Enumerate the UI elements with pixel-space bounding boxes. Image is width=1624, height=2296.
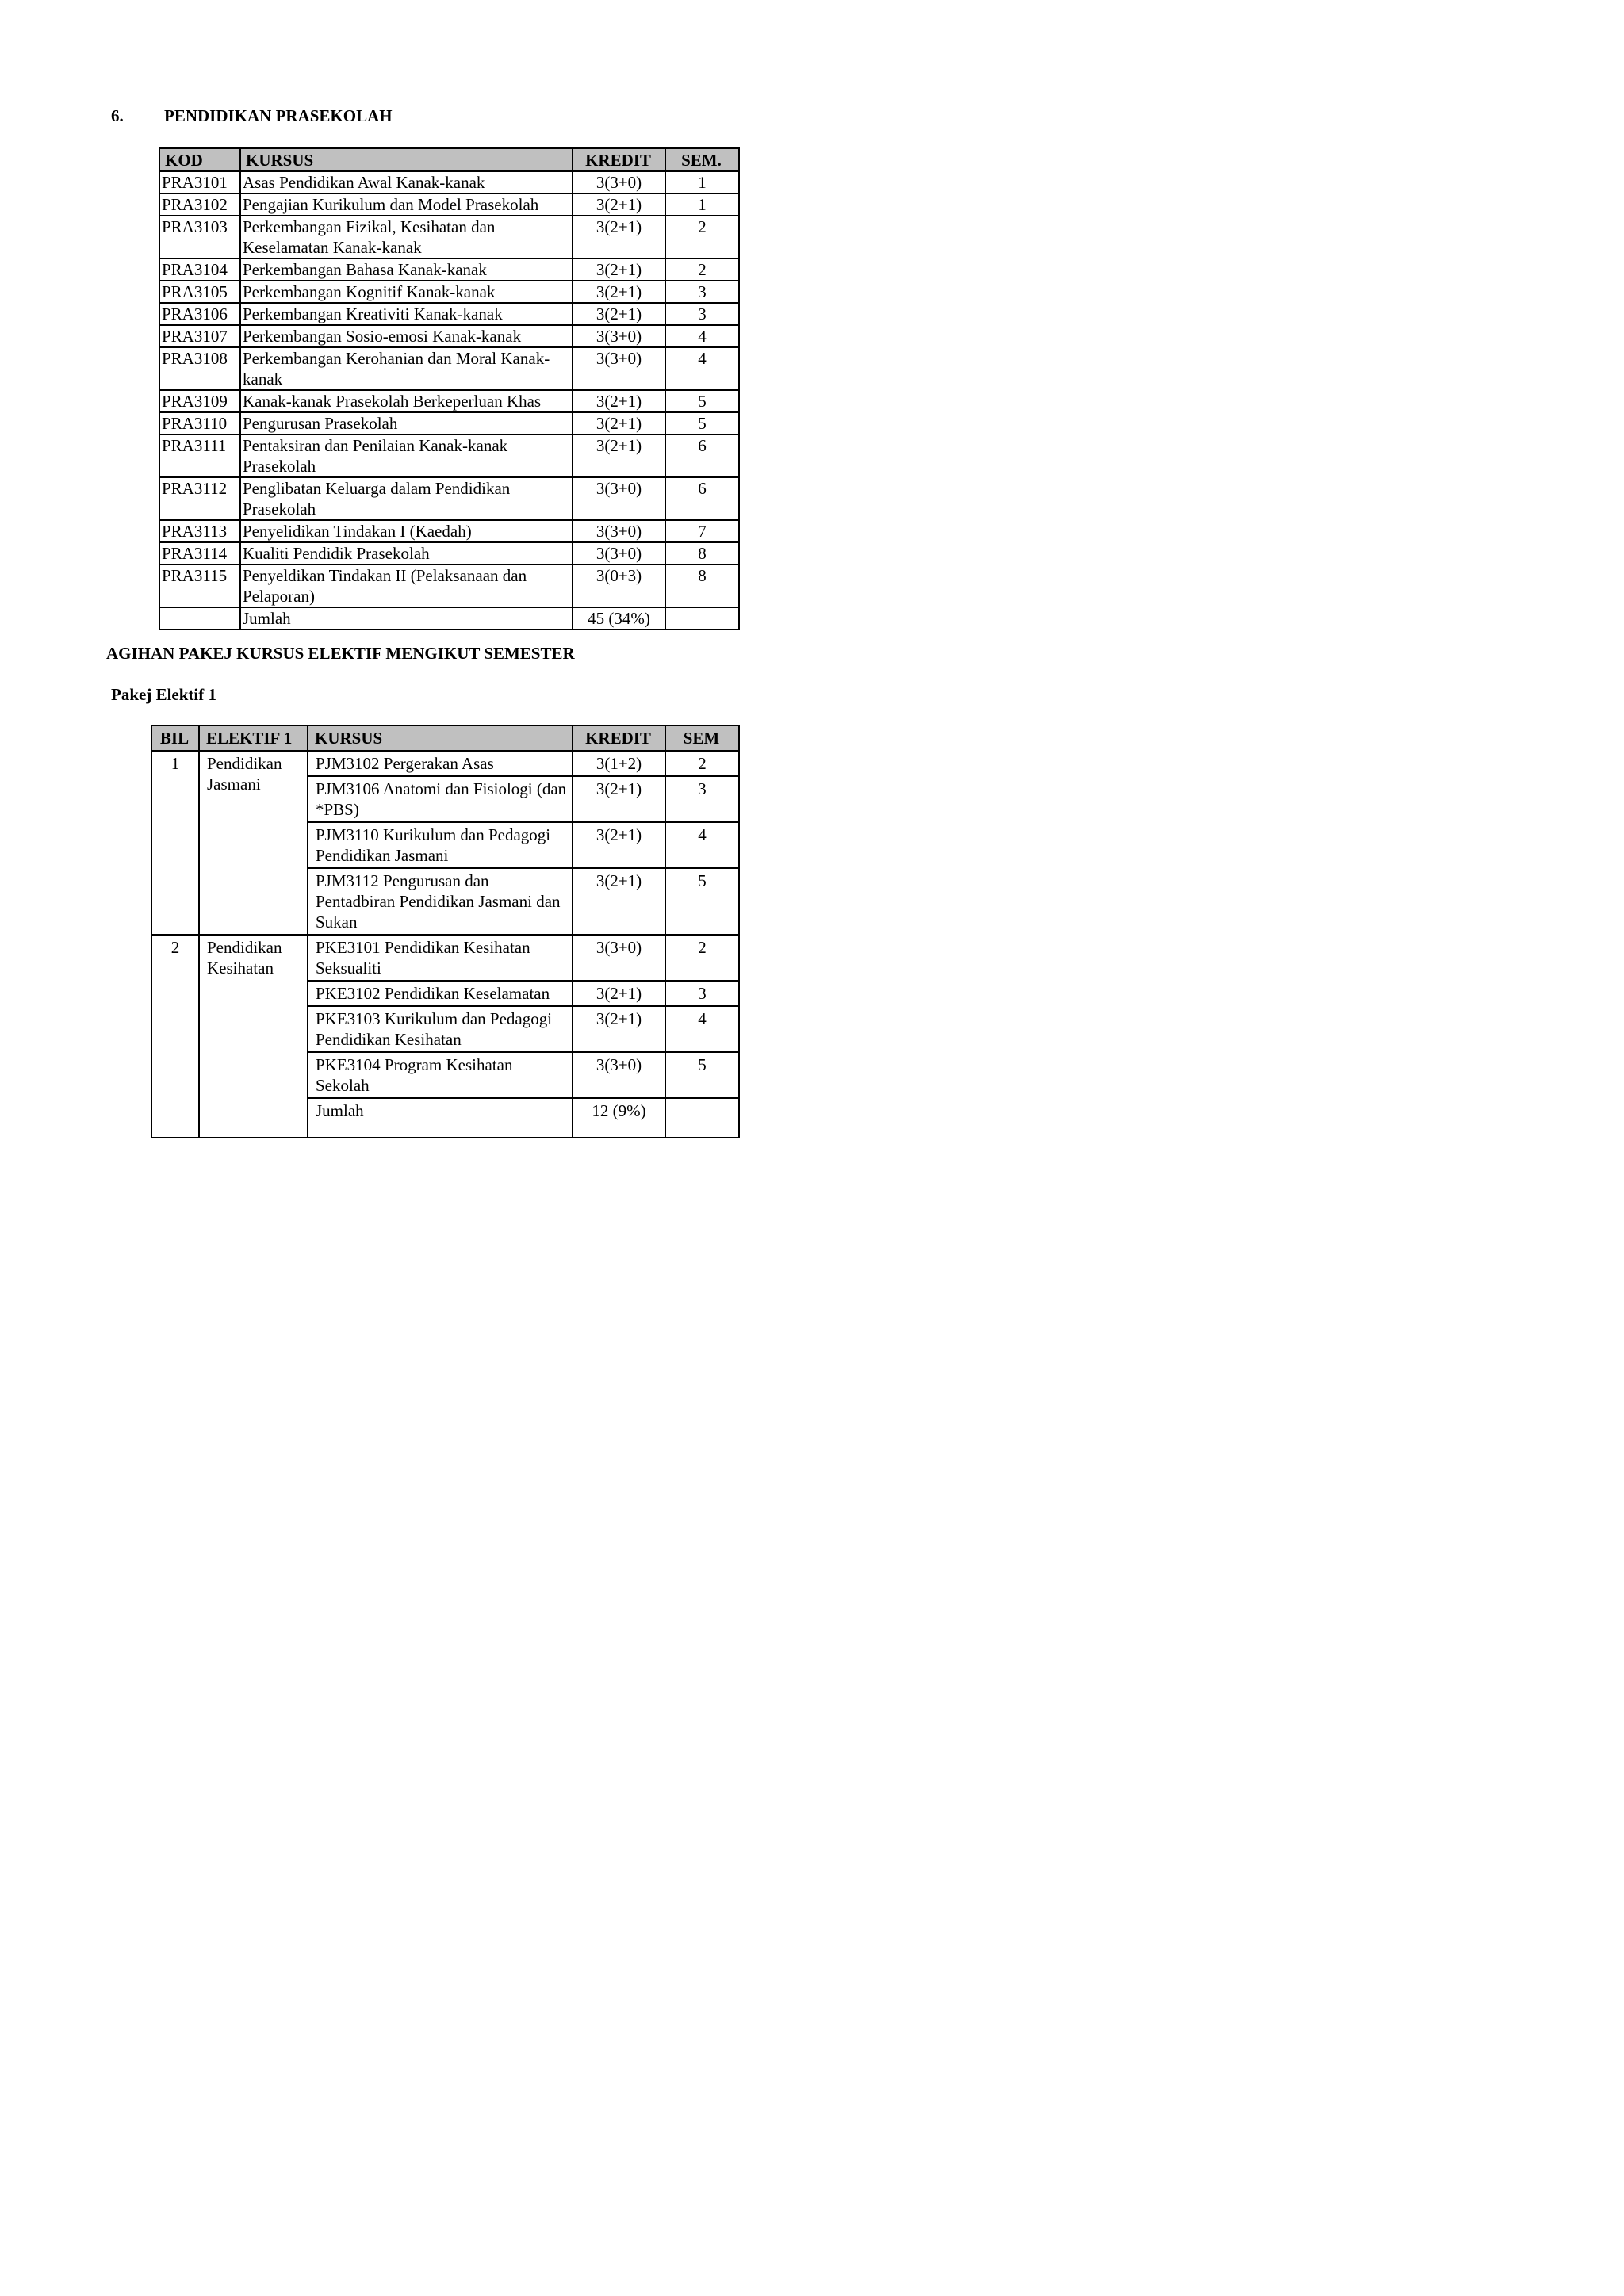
table-row: [159, 303, 739, 325]
total-credit: 12 (9%): [573, 1098, 665, 1138]
course-code: PRA3109: [159, 390, 240, 412]
elective-name: Pendidikan Kesihatan: [199, 935, 308, 1138]
header-kod: KOD: [159, 148, 240, 171]
course-semester: 6: [665, 477, 739, 520]
header-kursus: KURSUS: [308, 725, 573, 751]
elective-package-title: Pakej Elektif 1: [111, 685, 216, 704]
total-empty-cell: [159, 607, 240, 629]
course-semester: 3: [665, 303, 739, 325]
table-row: [151, 935, 739, 981]
course-name: Penyeldikan Tindakan II (Pelaksanaan dan Pelaporan): [240, 564, 573, 607]
course-semester: 5: [665, 1052, 739, 1098]
course-name: Perkembangan Fizikal, Kesihatan dan Keselamatan Kanak-kanak: [240, 216, 573, 258]
course-name: PJM3106 Anatomi dan Fisiologi (dan *PBS): [308, 776, 573, 822]
course-credit: 3(2+1): [573, 981, 665, 1006]
course-credit: 3(0+3): [573, 564, 665, 607]
course-code: PRA3108: [159, 347, 240, 390]
elective-number: 2: [151, 935, 199, 1138]
table-header-row: [151, 725, 739, 751]
course-credit: 3(2+1): [573, 303, 665, 325]
elective-name: Pendidikan Jasmani: [199, 751, 308, 935]
course-code: PRA3101: [159, 171, 240, 193]
header-sem: SEM: [665, 725, 739, 751]
section-title: PENDIDIKAN PRASEKOLAH: [164, 106, 393, 125]
table-row: [159, 325, 739, 347]
header-bil: BIL: [151, 725, 199, 751]
course-credit: 3(2+1): [573, 1006, 665, 1052]
course-credit: 3(3+0): [573, 935, 665, 981]
elective-section-title: AGIHAN PAKEJ KURSUS ELEKTIF MENGIKUT SEMESTER: [106, 644, 575, 663]
course-name: PKE3102 Pendidikan Keselamatan: [308, 981, 573, 1006]
course-credit: 3(2+1): [573, 258, 665, 281]
course-credit: 3(2+1): [573, 216, 665, 258]
course-code: PRA3107: [159, 325, 240, 347]
course-name: PKE3101 Pendidikan Kesihatan Seksualiti: [308, 935, 573, 981]
elective-number: 1: [151, 751, 199, 935]
total-label: Jumlah: [308, 1098, 573, 1138]
table-row: [159, 412, 739, 434]
table-row: [159, 434, 739, 477]
section-number: 6.: [111, 106, 124, 125]
course-name: Pentaksiran dan Penilaian Kanak-kanak Prasekolah: [240, 434, 573, 477]
course-name: Penglibatan Keluarga dalam Pendidikan Prasekolah: [240, 477, 573, 520]
course-credit: 3(2+1): [573, 776, 665, 822]
header-kursus: KURSUS: [240, 148, 573, 171]
course-credit: 3(2+1): [573, 390, 665, 412]
course-code: PRA3113: [159, 520, 240, 542]
header-kredit: KREDIT: [573, 148, 665, 171]
table-row: [159, 542, 739, 564]
course-semester: 5: [665, 390, 739, 412]
table-row: [159, 258, 739, 281]
course-credit: 3(3+0): [573, 325, 665, 347]
course-name: PJM3102 Pergerakan Asas: [308, 751, 573, 776]
table-row: [159, 564, 739, 607]
course-name: Perkembangan Sosio-emosi Kanak-kanak: [240, 325, 573, 347]
course-code: PRA3104: [159, 258, 240, 281]
total-empty-cell: [665, 1098, 739, 1138]
course-credit: 3(2+1): [573, 193, 665, 216]
course-credit: 3(3+0): [573, 171, 665, 193]
course-semester: 3: [665, 281, 739, 303]
course-credit: 3(2+1): [573, 281, 665, 303]
course-semester: 2: [665, 935, 739, 981]
course-credit: 3(3+0): [573, 1052, 665, 1098]
table-row: [151, 751, 739, 776]
elective-course-table: [151, 725, 740, 1138]
course-semester: 2: [665, 751, 739, 776]
course-semester: 8: [665, 564, 739, 607]
table-row: [159, 477, 739, 520]
table-row: [159, 216, 739, 258]
course-name: Penyelidikan Tindakan I (Kaedah): [240, 520, 573, 542]
course-name: Perkembangan Kognitif Kanak-kanak: [240, 281, 573, 303]
course-semester: 2: [665, 258, 739, 281]
course-semester: 4: [665, 325, 739, 347]
course-name: Pengajian Kurikulum dan Model Prasekolah: [240, 193, 573, 216]
table-header-row: [159, 148, 739, 171]
table-row: [159, 171, 739, 193]
course-name: PJM3112 Pengurusan dan Pentadbiran Pendidikan Jasmani dan Sukan: [308, 868, 573, 935]
course-semester: 4: [665, 822, 739, 868]
course-name: PKE3103 Kurikulum dan Pedagogi Pendidikan Kesihatan: [308, 1006, 573, 1052]
course-code: PRA3114: [159, 542, 240, 564]
course-semester: 1: [665, 193, 739, 216]
course-name: Perkembangan Bahasa Kanak-kanak: [240, 258, 573, 281]
course-name: Pengurusan Prasekolah: [240, 412, 573, 434]
course-credit: 3(2+1): [573, 412, 665, 434]
course-semester: 8: [665, 542, 739, 564]
course-name: PJM3110 Kurikulum dan Pedagogi Pendidikan Jasmani: [308, 822, 573, 868]
total-credit: 45 (34%): [573, 607, 665, 629]
header-kredit: KREDIT: [573, 725, 665, 751]
course-name: Kualiti Pendidik Prasekolah: [240, 542, 573, 564]
table-row: [159, 347, 739, 390]
course-code: PRA3103: [159, 216, 240, 258]
header-elektif: ELEKTIF 1: [199, 725, 308, 751]
course-credit: 3(3+0): [573, 542, 665, 564]
course-credit: 3(3+0): [573, 477, 665, 520]
course-table-prasekolah: [159, 147, 740, 630]
course-credit: 3(2+1): [573, 434, 665, 477]
table-row: [159, 281, 739, 303]
course-credit: 3(1+2): [573, 751, 665, 776]
course-name: Perkembangan Kreativiti Kanak-kanak: [240, 303, 573, 325]
course-credit: 3(3+0): [573, 347, 665, 390]
course-code: PRA3112: [159, 477, 240, 520]
course-semester: 3: [665, 776, 739, 822]
course-name: Perkembangan Kerohanian dan Moral Kanak-kanak: [240, 347, 573, 390]
course-semester: 4: [665, 347, 739, 390]
course-name: Asas Pendidikan Awal Kanak-kanak: [240, 171, 573, 193]
header-sem: SEM.: [665, 148, 739, 171]
table-row: [159, 390, 739, 412]
total-row: [159, 607, 739, 629]
course-credit: 3(2+1): [573, 822, 665, 868]
course-code: PRA3111: [159, 434, 240, 477]
table-row: [159, 520, 739, 542]
course-semester: 6: [665, 434, 739, 477]
course-code: PRA3105: [159, 281, 240, 303]
course-semester: 1: [665, 171, 739, 193]
course-credit: 3(3+0): [573, 520, 665, 542]
course-semester: 5: [665, 412, 739, 434]
course-name: Kanak-kanak Prasekolah Berkeperluan Khas: [240, 390, 573, 412]
course-name: PKE3104 Program Kesihatan Sekolah: [308, 1052, 573, 1098]
course-code: PRA3110: [159, 412, 240, 434]
course-semester: 2: [665, 216, 739, 258]
course-semester: 3: [665, 981, 739, 1006]
course-code: PRA3115: [159, 564, 240, 607]
table-row: [159, 193, 739, 216]
course-code: PRA3106: [159, 303, 240, 325]
course-credit: 3(2+1): [573, 868, 665, 935]
course-semester: 5: [665, 868, 739, 935]
course-semester: 4: [665, 1006, 739, 1052]
course-semester: 7: [665, 520, 739, 542]
total-label: Jumlah: [240, 607, 573, 629]
course-code: PRA3102: [159, 193, 240, 216]
total-empty-cell: [665, 607, 739, 629]
